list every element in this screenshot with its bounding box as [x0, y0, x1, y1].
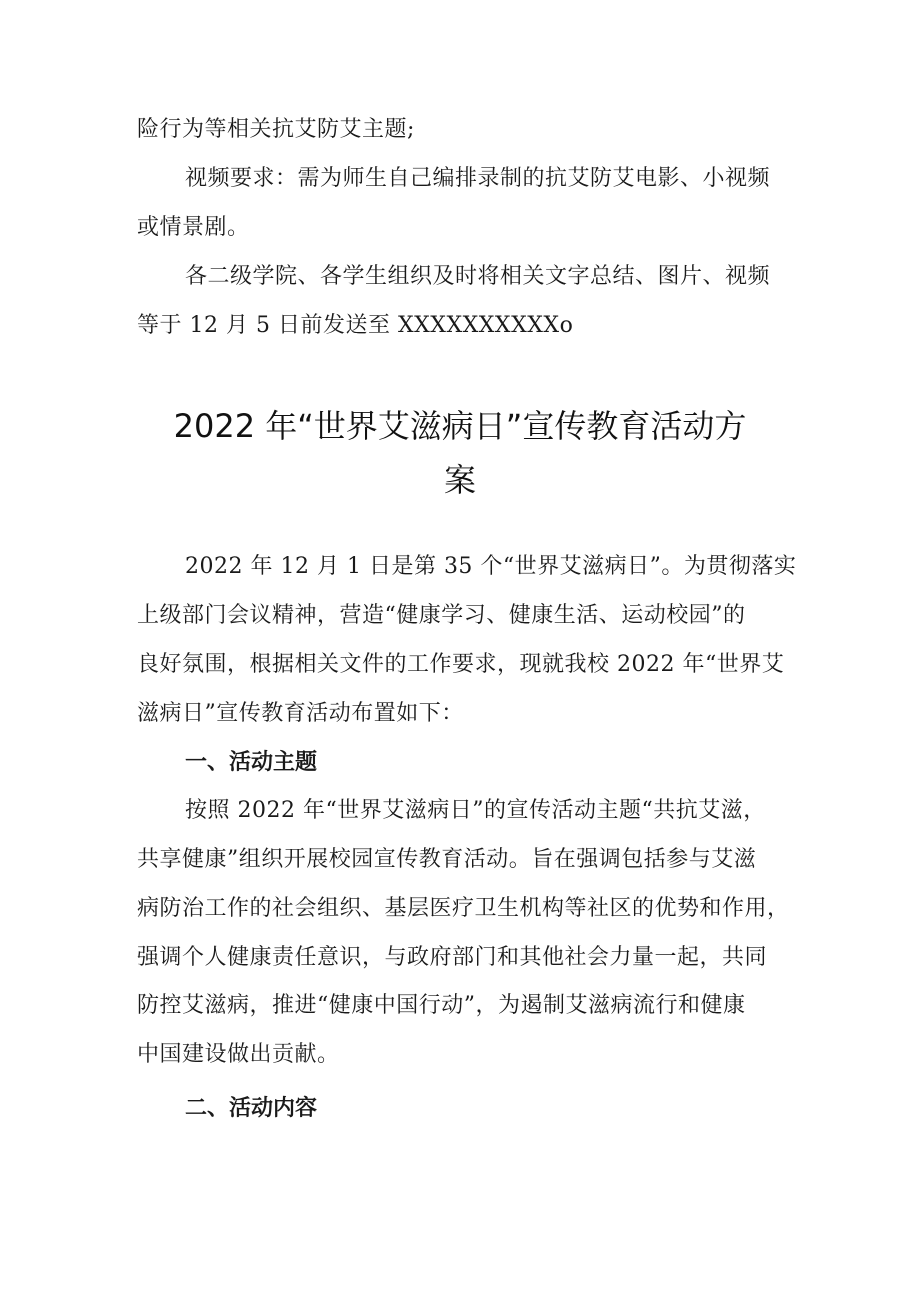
- body-text-line: 等于 12 月 5 日前发送至 XXXXXXXXXXo: [137, 313, 574, 338]
- intro-text-line: 上级部门会议精神，营造“健康学习、健康生活、运动校园”的: [137, 603, 746, 628]
- section-heading-theme: 一、活动主题: [185, 750, 318, 775]
- intro-text-line: 滋病日”宣传教育活动布置如下：: [137, 701, 464, 726]
- document-title-line1: 2022 年“世界艾滋病日”宣传教育活动方: [173, 407, 747, 445]
- section-text-line: 中国建设做出贡献。: [137, 1042, 340, 1067]
- section-text-line: 按照 2022 年“世界艾滋病日”的宣传活动主题“共抗艾滋，: [185, 798, 766, 823]
- section-heading-content: 二、活动内容: [185, 1096, 318, 1121]
- intro-text-line: 2022 年 12 月 1 日是第 35 个“世界艾滋病日”。为贯彻落实: [185, 554, 797, 579]
- body-text-line: 视频要求：需为师生自己编排录制的抗艾防艾电影、小视频: [185, 166, 771, 191]
- section-text-line: 防控艾滋病，推进“健康中国行动”，为遏制艾滋病流行和健康: [137, 993, 746, 1018]
- body-text-line: 或情景剧。: [137, 215, 250, 240]
- body-text-line: 险行为等相关抗艾防艾主题;: [137, 117, 415, 142]
- document-title-line2: 案: [443, 461, 476, 499]
- body-text-line: 各二级学院、各学生组织及时将相关文字总结、图片、视频: [185, 264, 771, 289]
- section-text-line: 共享健康”组织开展校园宣传教育活动。旨在强调包括参与艾滋: [137, 847, 757, 872]
- intro-text-line: 良好氛围，根据相关文件的工作要求，现就我校 2022 年“世界艾: [137, 652, 785, 677]
- section-text-line: 病防治工作的社会组织、基层医疗卫生机构等社区的优势和作用，: [137, 896, 790, 921]
- section-text-line: 强调个人健康责任意识，与政府部门和其他社会力量一起，共同: [137, 945, 768, 970]
